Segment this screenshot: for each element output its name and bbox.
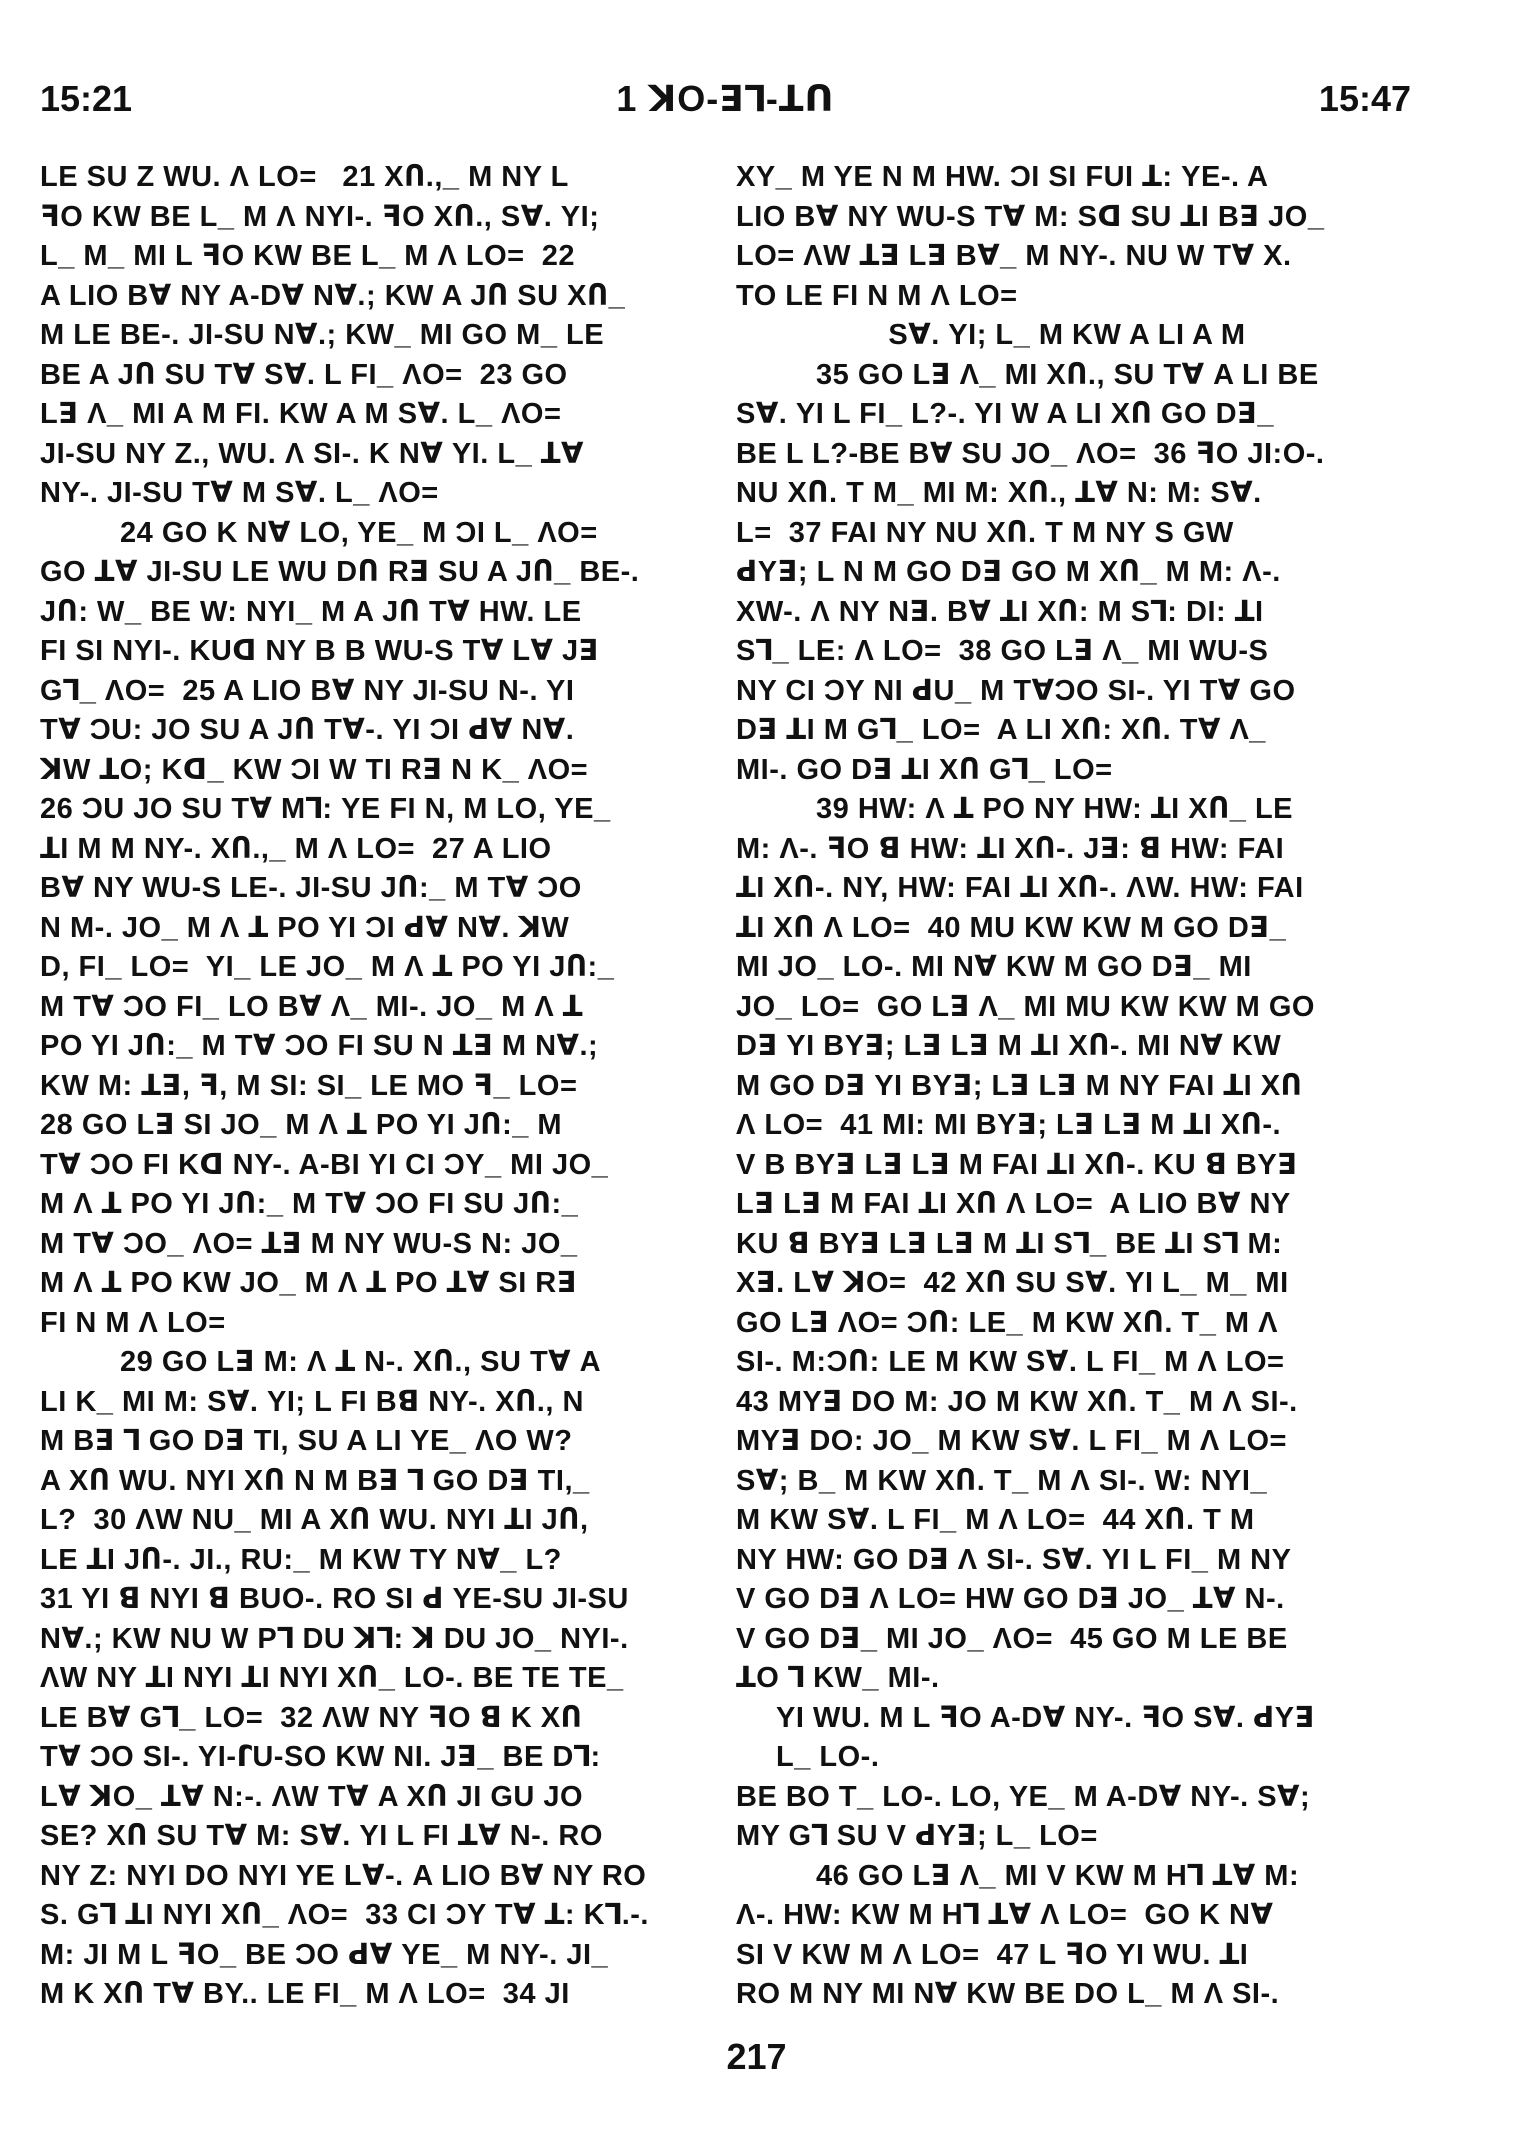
text-line: ꟻO KW BE L_ M Λ NYI-. ꟻO XՈ., Sꓯ. YI;	[40, 200, 600, 233]
text-line: A LIO Bꓯ NY A-Dꓯ Nꓯ.; KW A JՈ SU XՈ_	[40, 279, 626, 312]
text-line: JI-SU NY Z., WU. Λ SI-. K Nꓯ YI. L_ ꓕꓯ	[40, 437, 584, 470]
text-line: M LE BE-. JI-SU Nꓯ.; KW_ MI GO M_ LE	[40, 319, 605, 351]
text-line: SI-. M:ƆՈ: LE M KW Sꓯ. L FI_ M Λ LO=	[736, 1346, 1285, 1378]
text-line: M Λ ꓕ PO YI JՈ:_ M Tꓯ ƆO FI SU JՈ:_	[40, 1188, 579, 1220]
text-line: M: JI M L ꟻO_ BE ƆO ꓒꓯ YE_ M NY-. JI_	[40, 1938, 609, 1971]
text-line: LO= ΛW ꓕꓱ Lꓱ Bꓯ_ M NY-. NU W Tꓯ X.	[736, 240, 1292, 272]
text-line: BE A JՈ SU Tꓯ Sꓯ. L FI_ ΛO= 23 GO	[40, 358, 568, 391]
text-line: NY HW: GO Dꓱ Λ SI-. Sꓯ. YI L FI_ M NY	[736, 1543, 1292, 1576]
text-line: Tꓯ ƆO SI-. YI-ꓩU-SO KW NI. Jꓱ_ BE Dꓶ:	[40, 1741, 601, 1773]
text-line: 24 GO K Nꓯ LO, YE_ M ƆI L_ ΛO=	[120, 516, 598, 549]
text-line: MI JO_ LO-. MI Nꓯ KW M GO Dꓱ_ MI	[736, 951, 1252, 983]
text-line: XY_ M YE N M HW. ƆI SI FUI ꓕ: YE-. A	[736, 161, 1269, 193]
text-line: 28 GO Lꓱ SI JO_ M Λ ꓕ PO YI JՈ:_ M	[40, 1109, 563, 1141]
text-line: Lꓱ Λ_ MI A M FI. KW A M Sꓯ. L_ ΛO=	[40, 398, 562, 430]
header-verse-end: 15:47	[1318, 78, 1411, 119]
text-line: Lꓱ Lꓱ M FAI ꓕI XՈ Λ LO= A LIO Bꓯ NY	[736, 1188, 1291, 1220]
text-line: V GO Dꓱ Λ LO= HW GO Dꓱ JO_ ꓕꓯ N-.	[736, 1583, 1285, 1615]
text-line: 26 ƆU JO SU Tꓯ Mꓶ: YE FI N, M LO, YE_	[40, 793, 611, 825]
text-line: KU ꓭ BYꓱ Lꓱ Lꓱ M ꓕI Sꓶ_ BE ꓕI Sꓶ M:	[736, 1227, 1283, 1260]
text-line: Λ LO= 41 MI: MI BYꓱ; Lꓱ Lꓱ M ꓕI XՈ-.	[736, 1109, 1282, 1141]
text-line: LE Bꓯ Gꓶ_ LO= 32 ΛW NY ꟻO ꓭ K XՈ	[40, 1701, 583, 1734]
header-verse-start: 15:21	[40, 78, 133, 119]
text-line: L_ M_ MI L ꟻO KW BE L_ M Λ LO= 22	[40, 240, 575, 272]
text-line: ꓒYꓱ; L N M GO Dꓱ GO M XՈ_ M M: Λ-.	[736, 556, 1281, 588]
text-line: FI N M Λ LO=	[40, 1306, 226, 1339]
text-line: GO ꓕꓯ JI-SU LE WU DՈ Rꓱ SU A JՈ_ BE-.	[40, 556, 640, 588]
text-line: RO M NY MI Nꓯ KW BE DO L_ M Λ SI-.	[736, 1978, 1280, 2010]
text-line: N M-. JO_ M Λ ꓕ PO YI ƆI ꓒꓯ Nꓯ. ꓘW	[40, 911, 570, 944]
text-line: Gꓶ_ ΛO= 25 A LIO Bꓯ NY JI-SU N-. YI	[40, 674, 575, 707]
text-line: Dꓱ ꓕI M Gꓶ_ LO= A LI XՈ: XՈ. Tꓯ Λ_	[736, 714, 1266, 746]
text-line: M Tꓯ ƆO FI_ LO Bꓯ Λ_ MI-. JO_ M Λ ꓕ	[40, 990, 583, 1023]
text-line: Sꓯ. YI L FI_ L?-. YI W A LI XՈ GO Dꓱ_	[736, 398, 1274, 430]
text-line: A XՈ WU. NYI XՈ N M Bꓱ ꓶ GO Dꓱ TI,_	[40, 1464, 590, 1497]
text-line: JՈ: W_ BE W: NYI_ M A JՈ Tꓯ HW. LE	[40, 595, 582, 628]
right-column	[736, 158, 1398, 2015]
text-line: Dꓱ YI BYꓱ; Lꓱ Lꓱ M ꓕI XՈ-. MI Nꓯ KW	[736, 1030, 1282, 1062]
text-line: ꓕI XՈ-. NY, HW: FAI ꓕI XՈ-. ΛW. HW: FAI	[736, 872, 1304, 904]
text-line: GO Lꓱ ΛO= ƆՈ: LE_ M KW XՈ. T_ M Λ	[736, 1306, 1278, 1339]
text-line: 29 GO Lꓱ M: Λ ꓕ N-. XՈ., SU Tꓯ A	[120, 1346, 602, 1378]
text-line: M Λ ꓕ PO KW JO_ M Λ ꓕ PO ꓕꓯ SI Rꓱ	[40, 1267, 578, 1299]
text-line: M: Λ-. ꟻO ꓭ HW: ꓕI XՈ-. Jꓱ: ꓭ HW: FAI	[736, 832, 1285, 865]
text-line: M Tꓯ ƆO_ ΛO= ꓕꓱ M NY WU-S N: JO_	[40, 1227, 578, 1260]
text-line: Xꓱ. Lꓯ ꓘO= 42 XՈ SU Sꓯ. YI L_ M_ MI	[736, 1267, 1289, 1299]
text-line: NY-. JI-SU Tꓯ M Sꓯ. L_ ΛO=	[40, 477, 439, 509]
text-line: Tꓯ ƆU: JO SU A JՈ Tꓯ-. YI ƆI ꓒꓯ Nꓯ.	[40, 714, 575, 746]
text-line: XW-. Λ NY Nꓱ. Bꓯ ꓕI XՈ: M Sꓶ: DI: ꓕI	[736, 595, 1264, 628]
text-line: SE? XՈ SU Tꓯ M: Sꓯ. YI L FI ꓕꓯ N-. RO	[40, 1820, 603, 1852]
text-line: ꓕO ꓶ KW_ MI-.	[736, 1662, 940, 1694]
text-line: LIO Bꓯ NY WU-S Tꓯ M: Sꓷ SU ꓕI Bꓱ JO_	[736, 200, 1325, 233]
text-line: NY Z: NYI DO NYI YE Lꓯ-. A LIO Bꓯ NY RO	[40, 1859, 647, 1892]
text-line: 39 HW: Λ ꓕ PO NY HW: ꓕI XՈ_ LE	[816, 793, 1294, 825]
text-line: KW M: ꓕꓱ, ꟻ, M SI: SI_ LE MO ꟻ_ LO=	[40, 1069, 578, 1102]
text-line: ꓕI M M NY-. XՈ.,_ M Λ LO= 27 A LIO	[40, 832, 552, 865]
text-line: Lꓯ ꓘO_ ꓕꓯ N:-. ΛW Tꓯ A XՈ JI GU JO	[40, 1780, 584, 1813]
text-line: ꓘW ꓕO; Kꓷ_ KW ƆI W TI Rꓱ N K_ ΛO=	[40, 753, 589, 786]
text-line: ΛW NY ꓕI NYI ꓕI NYI XՈ_ LO-. BE TE TE_	[40, 1662, 624, 1694]
text-line: JO_ LO= GO Lꓱ Λ_ MI MU KW KW M GO	[736, 990, 1315, 1023]
text-line: Bꓯ NY WU-S LE-. JI-SU JՈ:_ M Tꓯ ƆO	[40, 872, 582, 904]
text-line: FI SI NYI-. KUꓷ NY B B WU-S Tꓯ Lꓯ Jꓱ	[40, 635, 599, 667]
page-header	[40, 78, 1411, 138]
text-line: TO LE FI N M Λ LO=	[736, 279, 1018, 312]
text-line: BE BO T_ LO-. LO, YE_ M A-Dꓯ NY-. Sꓯ;	[736, 1780, 1311, 1813]
text-line: LE ꓕI JՈ-. JI., RU:_ M KW TY Nꓯ_ L?	[40, 1543, 562, 1576]
page-number: 217	[726, 2036, 787, 2077]
text-line: Nꓯ.; KW NU W Pꓶ DU ꓘꓶ: ꓘ DU JO_ NYI-.	[40, 1622, 629, 1655]
text-line: BE L L?-BE Bꓯ SU JO_ ΛO= 36 ꟻO JI:O-.	[736, 437, 1325, 470]
text-line: M GO Dꓱ YI BYꓱ; Lꓱ Lꓱ M NY FAI ꓕI XՈ	[736, 1069, 1303, 1102]
text-line: 43 MYꓱ DO M: JO M KW XՈ. T_ M Λ SI-.	[736, 1385, 1298, 1418]
text-line: V GO Dꓱ_ MI JO_ ΛO= 45 GO M LE BE	[736, 1622, 1288, 1655]
text-line: MYꓱ DO: JO_ M KW Sꓯ. L FI_ M Λ LO=	[736, 1425, 1287, 1457]
left-column	[40, 158, 700, 2015]
text-line: PO YI JՈ:_ M Tꓯ ƆO FI SU N ꓕꓱ M Nꓯ.;	[40, 1030, 599, 1062]
text-line: D, FI_ LO= YI_ LE JO_ M Λ ꓕ PO YI JՈ:_	[40, 951, 615, 983]
text-line: LI K_ MI M: Sꓯ. YI; L FI Bꓭ NY-. XՈ., N	[40, 1385, 584, 1418]
text-line: SI V KW M Λ LO= 47 L ꟻO YI WU. ꓕI	[736, 1938, 1249, 1971]
text-line: L? 30 ΛW NU_ MI A XՈ WU. NYI ꓕI JՈ,	[40, 1504, 589, 1536]
text-line: M Bꓱ ꓶ GO Dꓱ TI, SU A LI YE_ ΛO W?	[40, 1425, 573, 1457]
text-line: 31 YI ꓭ NYI ꓭ BUO-. RO SI ꓒ YE-SU JI-SU	[40, 1583, 629, 1615]
text-line: L_ LO-.	[776, 1741, 880, 1773]
header-book-title: 1 ꓘO-ꓱꓶ-ꓕꓵ	[616, 78, 835, 119]
text-line: Sꓯ; B_ M KW XՈ. T_ M Λ SI-. W: NYI_	[736, 1464, 1268, 1497]
text-line: MY Gꓶ SU V ꓒYꓱ; L_ LO=	[736, 1820, 1098, 1852]
text-line: YI WU. M L ꟻO A-Dꓯ NY-. ꟻO Sꓯ. ꓒYꓱ	[776, 1701, 1315, 1734]
text-line: M K XՈ Tꓯ BY.. LE FI_ M Λ LO= 34 JI	[40, 1978, 570, 2010]
text-line: NU XՈ. T M_ MI M: XՈ., ꓕꓯ N: M: Sꓯ.	[736, 477, 1262, 509]
text-line: V B BYꓱ Lꓱ Lꓱ M FAI ꓕI XՈ-. KU ꓭ BYꓱ	[736, 1148, 1298, 1181]
text-line: ꓕI XՈ Λ LO= 40 MU KW KW M GO Dꓱ_	[736, 911, 1287, 944]
text-line: Tꓯ ƆO FI Kꓷ NY-. A-BI YI CI ƆY_ MI JO_	[40, 1148, 609, 1181]
text-line: L= 37 FAI NY NU XՈ. T M NY S GW	[736, 516, 1234, 549]
text-line: 35 GO Lꓱ Λ_ MI XՈ., SU Tꓯ A LI BE	[816, 358, 1319, 391]
section-heading: Sꓯ. YI; L_ M KW A LI A M	[888, 319, 1246, 351]
text-line: MI-. GO Dꓱ ꓕI XՈ Gꓶ_ LO=	[736, 753, 1113, 786]
text-line: S. Gꓶ ꓕI NYI XՈ_ ΛO= 33 CI ƆY Tꓯ ꓕ: Kꓶ.-.	[40, 1899, 649, 1931]
text-line: NY CI ƆY NI ꓒU_ M TꓯƆO SI-. YI Tꓯ GO	[736, 674, 1296, 707]
text-line: Λ-. HW: KW M Hꓶ ꓕꓯ Λ LO= GO K Nꓯ	[736, 1899, 1274, 1931]
text-line: Sꓶ_ LE: Λ LO= 38 GO Lꓱ Λ_ MI WU-S	[736, 635, 1269, 667]
text-line: LE SU Z WU. Λ LO= 21 XՈ.,_ M NY L	[40, 161, 569, 193]
text-line: 46 GO Lꓱ Λ_ MI V KW M Hꓶ ꓕꓯ M:	[816, 1859, 1300, 1892]
text-line: M KW Sꓯ. L FI_ M Λ LO= 44 XՈ. T M	[736, 1504, 1255, 1536]
